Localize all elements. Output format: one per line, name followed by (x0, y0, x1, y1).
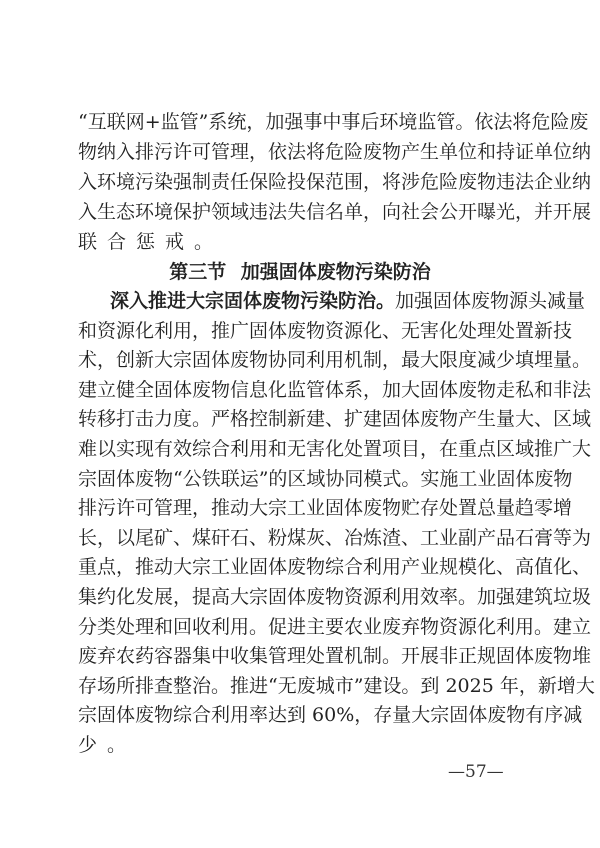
text-line: 宗固体废物“公铁联运”的区域协同模式。实施工业固体废物 (78, 467, 573, 490)
text-line: 难以实现有效综合利用和无害化处置项目，在重点区域推广大 (78, 437, 592, 460)
text-line: 少。 (78, 733, 137, 756)
page-number: —57— (448, 762, 504, 782)
text-line: 术，创新大宗固体废物协同利用机制，最大限度减少填埋量。 (78, 349, 592, 372)
text-line: 转移打击力度。严格控制新建、扩建固体废物产生量大、区域 (78, 408, 592, 431)
paragraph-first-line (110, 288, 586, 314)
section-heading: 第三节 加强固体废物污染防治 (169, 261, 431, 283)
text-line: 排污许可管理，推动大宗工业固体废物贮存处置总量趋零增 (78, 497, 573, 520)
text-line: 建立健全固体废物信息化监管体系，加大固体废物走私和非法 (78, 378, 592, 401)
bold-lead: 深入推进大宗固体废物污染防治。 (110, 290, 396, 312)
text-line: 宗固体废物综合利用率达到 60%，存量大宗固体废物有序减 (78, 704, 583, 727)
text-line: 长，以尾矿、煤矸石、粉煤灰、冶炼渣、工业副产品石膏等为 (78, 526, 592, 549)
text-line: 废弃农药容器集中收集管理处置机制。开展非正规固体废物堆 (78, 645, 592, 668)
text-line: 入生态环境保护领域违法失信名单，向社会公开曝光，并开展 (78, 201, 592, 223)
text-line: 存场所排查整治。推进“无废城市”建设。到 2025 年，新增大 (78, 674, 595, 697)
text-line: “互联网+监管”系统，加强事中事后环境监管。依法将危险废 (78, 111, 589, 133)
text-line: 入环境污染强制责任保险投保范围，将涉危险废物违法企业纳 (78, 171, 592, 193)
text-line: 重点，推动大宗工业固体废物综合利用产业规模化、高值化、 (78, 556, 592, 579)
text-line: 分类处理和回收利用。促进主要农业废弃物资源化利用。建立 (78, 615, 592, 638)
text-line: 物纳入排污许可管理，依法将危险废物产生单位和持证单位纳 (78, 141, 592, 163)
text-line: 和资源化利用，推广固体废物资源化、无害化处理处置新技 (78, 319, 573, 342)
text-line: 联合惩戒。 (78, 231, 224, 253)
text-line: 集约化发展，提高大宗固体废物资源利用效率。加强建筑垃圾 (78, 585, 592, 608)
first-line-rest: 加强固体废物源头减量 (395, 290, 586, 312)
